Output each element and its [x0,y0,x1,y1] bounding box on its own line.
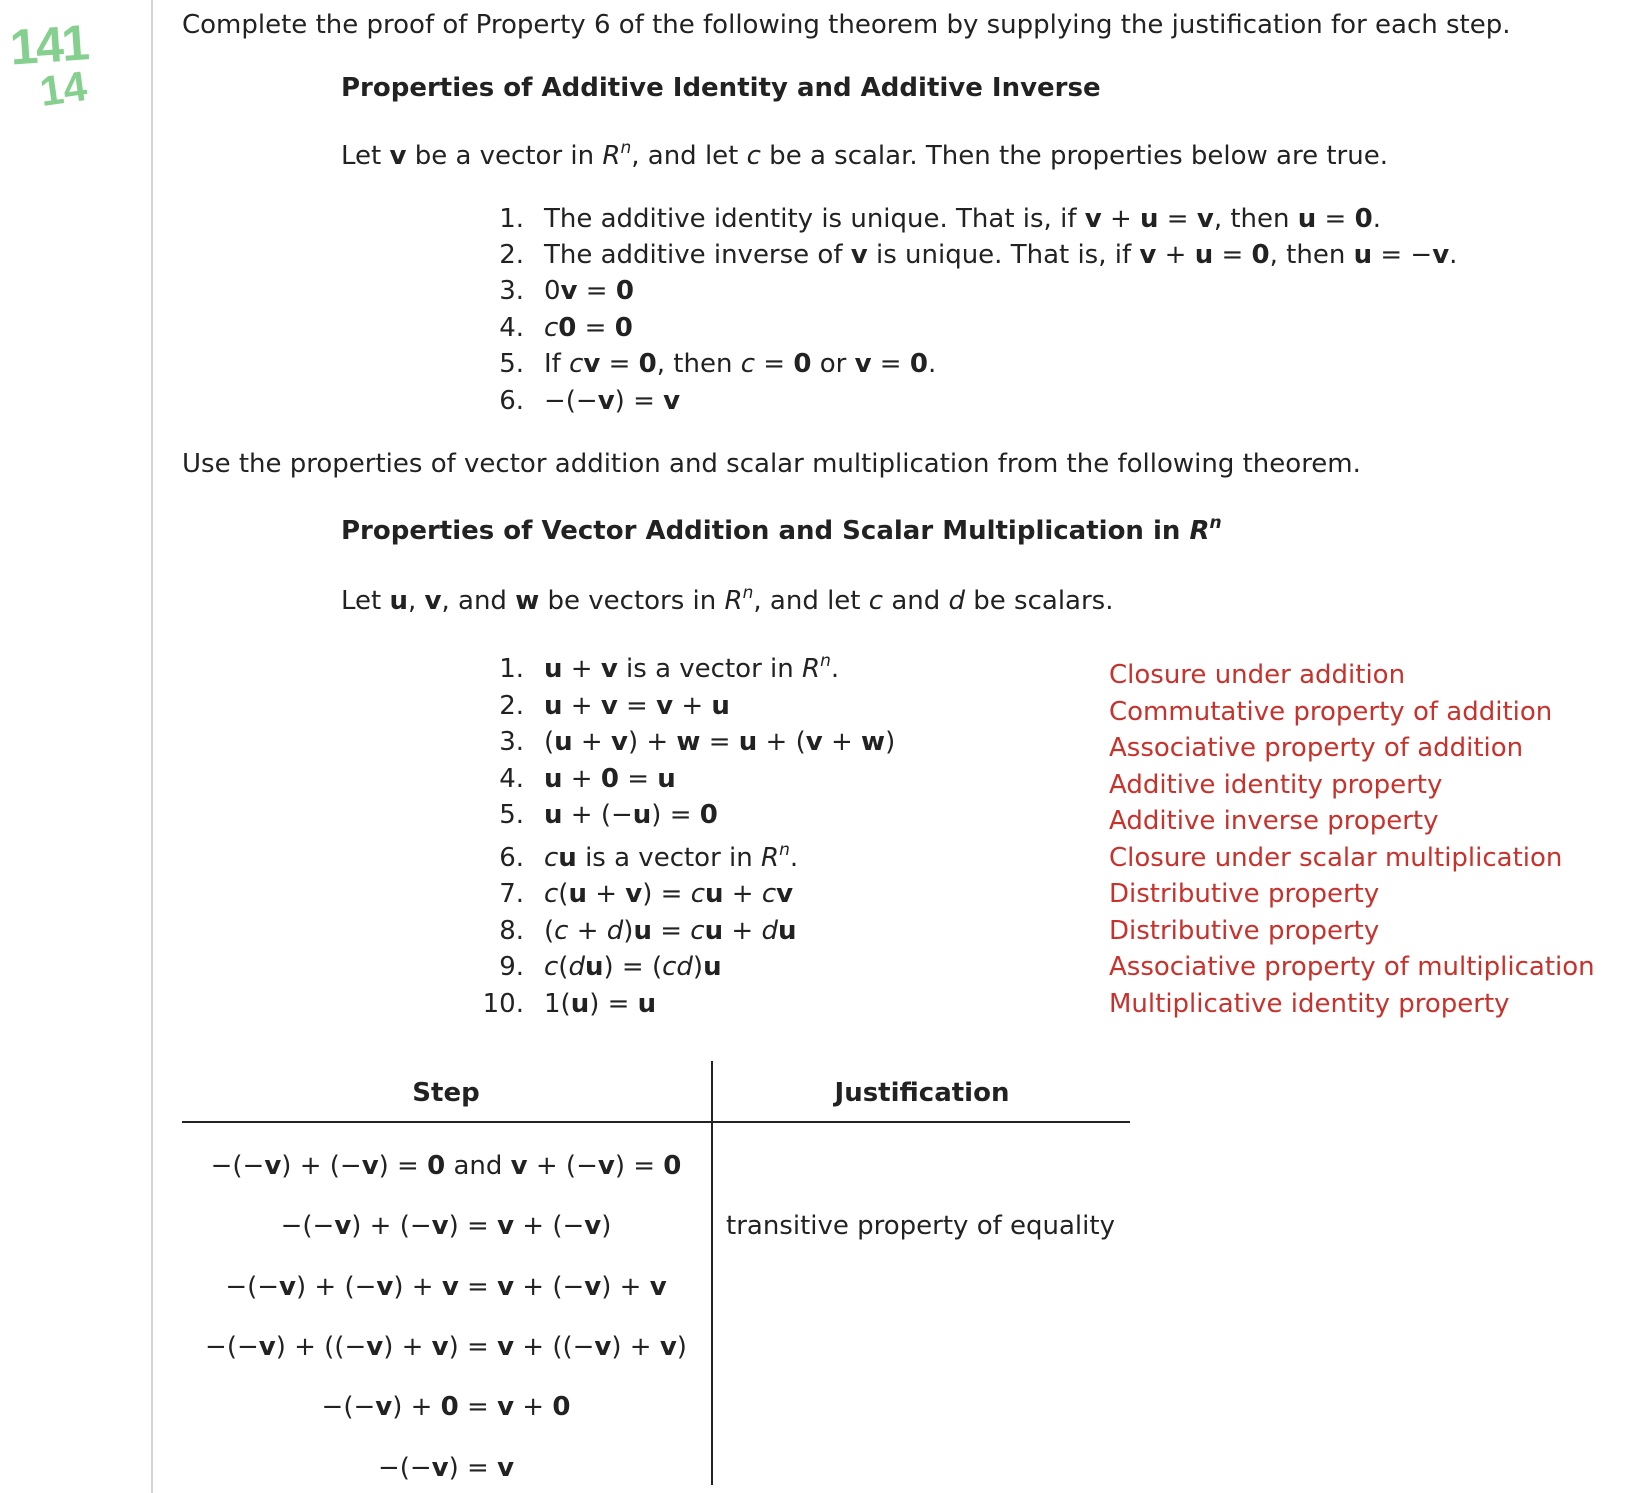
list-item: u + v = v + u [544,691,730,721]
list-item-number: 7. [499,879,524,909]
property-name: Commutative property of addition [1109,697,1553,727]
property-name: Closure under scalar multiplication [1109,843,1563,873]
list-item: u + v is a vector in $R^n$. [544,651,840,684]
list-item-number: 4. [499,313,524,343]
theorem2-intro: Let u, v, and w be vectors in $R^n$, and let c and d be scalars. [341,583,1114,616]
theorem2-title: Properties of Vector Addition and Scalar Multiplication in $R^n$ [341,513,1222,546]
justification-cell: transitive property of equality [726,1211,1115,1241]
list-item-number: 2. [499,240,524,270]
list-item-number: 2. [499,691,524,721]
list-item-number: 1. [499,204,524,234]
list-item-number: 6. [499,386,524,416]
proof-step: −(−v) + (−v) = 0 and v + (−v) = 0 [210,1151,682,1181]
list-item: cu is a vector in $R^n$. [544,840,799,873]
proof-step: −(−v) + (−v) = v + (−v) [280,1211,612,1241]
instruction-text: Complete the proof of Property 6 of the following theorem by supplying the justification for each step. [182,10,1511,40]
list-item: The additive identity is unique. That is, if v + u = v, then u = 0. [544,204,1381,234]
step-column-header: Step [412,1078,480,1108]
proof-step: −(−v) + (−v) + v = v + (−v) + v [225,1272,667,1302]
list-item-number: 5. [499,349,524,379]
proof-step: −(−v) + ((−v) + v) = v + ((−v) + v) [205,1332,687,1362]
list-item-number: 4. [499,764,524,794]
use-properties-text: Use the properties of vector addition and scalar multiplication from the following theorem. [182,449,1361,479]
list-item-number: 5. [499,800,524,830]
property-name: Closure under addition [1109,660,1406,690]
property-name: Additive identity property [1109,770,1443,800]
property-name: Additive inverse property [1109,806,1439,836]
list-item-number: 6. [499,843,524,873]
list-item-number: 10. [482,989,524,1019]
list-item: If cv = 0, then c = 0 or v = 0. [544,349,937,379]
table-header-rule [182,1121,1130,1123]
list-item-number: 3. [499,276,524,306]
list-item-number: 3. [499,727,524,757]
left-margin-rule [151,0,153,1493]
proof-step: −(−v) = v [377,1453,515,1483]
list-item: c(du) = (cd)u [544,952,722,982]
list-item: (u + v) + w = u + (v + w) [544,727,896,757]
property-name: Distributive property [1109,879,1380,909]
list-item: u + 0 = u [544,764,676,794]
theorem1-intro: Let v be a vector in $R^n$, and let c be a scalar. Then the properties below are true. [341,138,1388,171]
list-item: c(u + v) = cu + cv [544,879,794,909]
justification-column-header: Justification [834,1078,1010,1108]
property-name: Associative property of multiplication [1109,952,1595,982]
theorem1-title: Properties of Additive Identity and Additive Inverse [341,73,1101,103]
list-item-number: 8. [499,916,524,946]
list-item: 0v = 0 [544,276,634,306]
proof-step: −(−v) + 0 = v + 0 [321,1392,571,1422]
list-item: c0 = 0 [544,313,633,343]
list-item: −(−v) = v [544,386,681,416]
list-item-number: 1. [499,654,524,684]
property-name: Associative property of addition [1109,733,1524,763]
property-name: Distributive property [1109,916,1380,946]
property-name: Multiplicative identity property [1109,989,1510,1019]
list-item: u + (−u) = 0 [544,800,718,830]
handwritten-note: 141 14 [8,14,90,116]
list-item: The additive inverse of v is unique. That is, if v + u = 0, then u = −v. [544,240,1458,270]
table-column-divider [711,1061,713,1485]
list-item: (c + d)u = cu + du [544,916,797,946]
list-item-number: 9. [499,952,524,982]
list-item: 1(u) = u [544,989,657,1019]
